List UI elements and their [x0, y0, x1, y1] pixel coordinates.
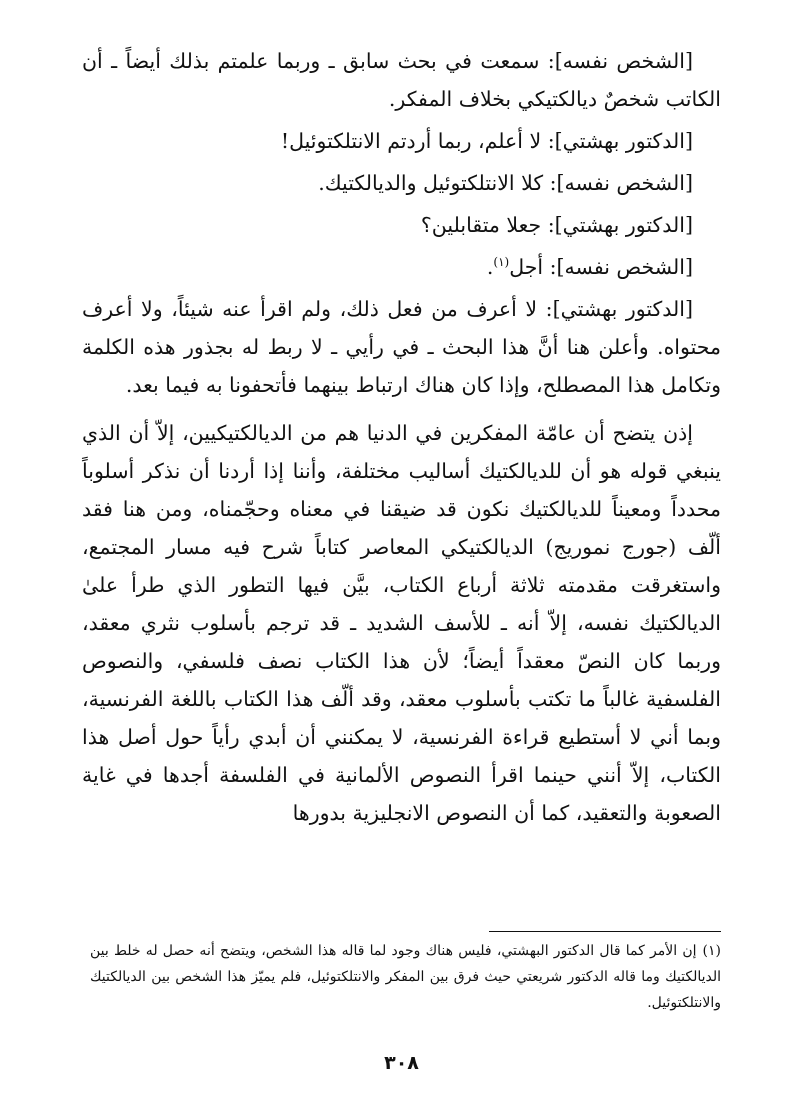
footnote: [90, 938, 721, 1016]
paragraph-1: [82, 42, 721, 118]
dialogue-text: جعلا متقابلين؟: [420, 213, 542, 237]
dialogue-line-2: [82, 164, 721, 202]
dialogue-end-punctuation: .: [486, 255, 494, 279]
dialogue-text: أجل: [509, 255, 544, 279]
dialogue-text: كلا الانتلكتوئيل والديالكتيك.: [318, 171, 544, 195]
paragraph-text: سمعت في بحث سابق ـ وربما علمتم بذلك أيضاً ـ أن الكاتب شخصٌ ديالكتيكي بخلاف المفكر.: [82, 49, 721, 111]
speaker-label: [الشخص نفسه]:: [547, 49, 693, 73]
paragraph-text: إذن يتضح أن عامّة المفكرين في الدنيا هم من الديالكتيكيين، إلاّ أن الذي ينبغي قوله هو أن للديالكتيك أساليب مختلفة، وأننا إذا أردنا أن نذكر أسلوباً محدداً ومعيناً للديالكتيك نكون قد ضيقنا في معناه وحجّمناه، ومن هنا فقد ألّف (جورج نموريج) الديالكتيكي المعاصر كتاباً شرح فيه مسار المجتمع، واستغرقت مقدمته ثلاثة أرباع الكتاب، بيَّن فيها التطور الذي طرأ علىٰ الديالكتيك نفسه، إلاّ أنه ـ للأسف الشديد ـ قد ترجم بأسلوب نثري معقد، وربما كان النصّ معقداً أيضاً؛ لأن هذا الكتاب نصف فلسفي، والنصوص الفلسفية غالباً ما تكتب بأسلوب معقد، وقد ألّف هذا الكتاب باللغة الفرنسية، وبما أني لا أستطيع قراءة الفرنسية، لا يمكنني أن أبدي رأياً حول أصل هذا الكتاب، إلاّ أنني حينما اقرأ النصوص الألمانية في الفلسفة أجدها في غاية الصعوبة والتعقيد، كما أن النصوص الانجليزية بدورها: [82, 421, 721, 825]
page-number: ٣٠٨: [384, 1052, 419, 1074]
dialogue-line-4: [82, 248, 721, 286]
footnote-reference[interactable]: (١): [493, 255, 510, 270]
footnote-mark: (١): [702, 943, 721, 959]
dialogue-text: لا أعلم، ربما أردتم الانتلكتوئيل!: [280, 129, 542, 153]
paragraph-2: [82, 290, 721, 404]
paragraph-3: [82, 414, 721, 832]
dialogue-line-3: [82, 206, 721, 244]
paragraph-text: لا أعرف من فعل ذلك، ولم اقرأ عنه شيئاً، ولا أعرف محتواه. وأعلن هنا أنَّ هذا البحث ـ في رأيي ـ لا ربط له بجذور هذه الكلمة وتكامل هذا المصطلح، وإذا كان هناك ارتباط بينهما فأتحفونا به فيما بعد.: [82, 297, 721, 397]
speaker-label: [الدكتور بهشتي]:: [547, 213, 693, 237]
main-text: [82, 42, 721, 836]
footnote-text: إن الأمر كما قال الدكتور البهشتي، فليس هناك وجود لما قاله هذا الشخص، ويتضح أنه حصل له خلط بين الديالكتيك وما قاله الدكتور شريعتي حيث فرق بين المفكر والانتلكتوئيل، فلم يميّز هذا الشخص بين الديالكتيك والانتلكتوئيل.: [90, 943, 721, 1011]
footnote-divider: [489, 931, 721, 932]
dialogue-line-1: [82, 122, 721, 160]
speaker-label: [الشخص نفسه]:: [549, 255, 693, 279]
speaker-label: [الدكتور بهشتي]:: [547, 129, 693, 153]
speaker-label: [الدكتور بهشتي]:: [545, 297, 693, 321]
speaker-label: [الشخص نفسه]:: [549, 171, 693, 195]
